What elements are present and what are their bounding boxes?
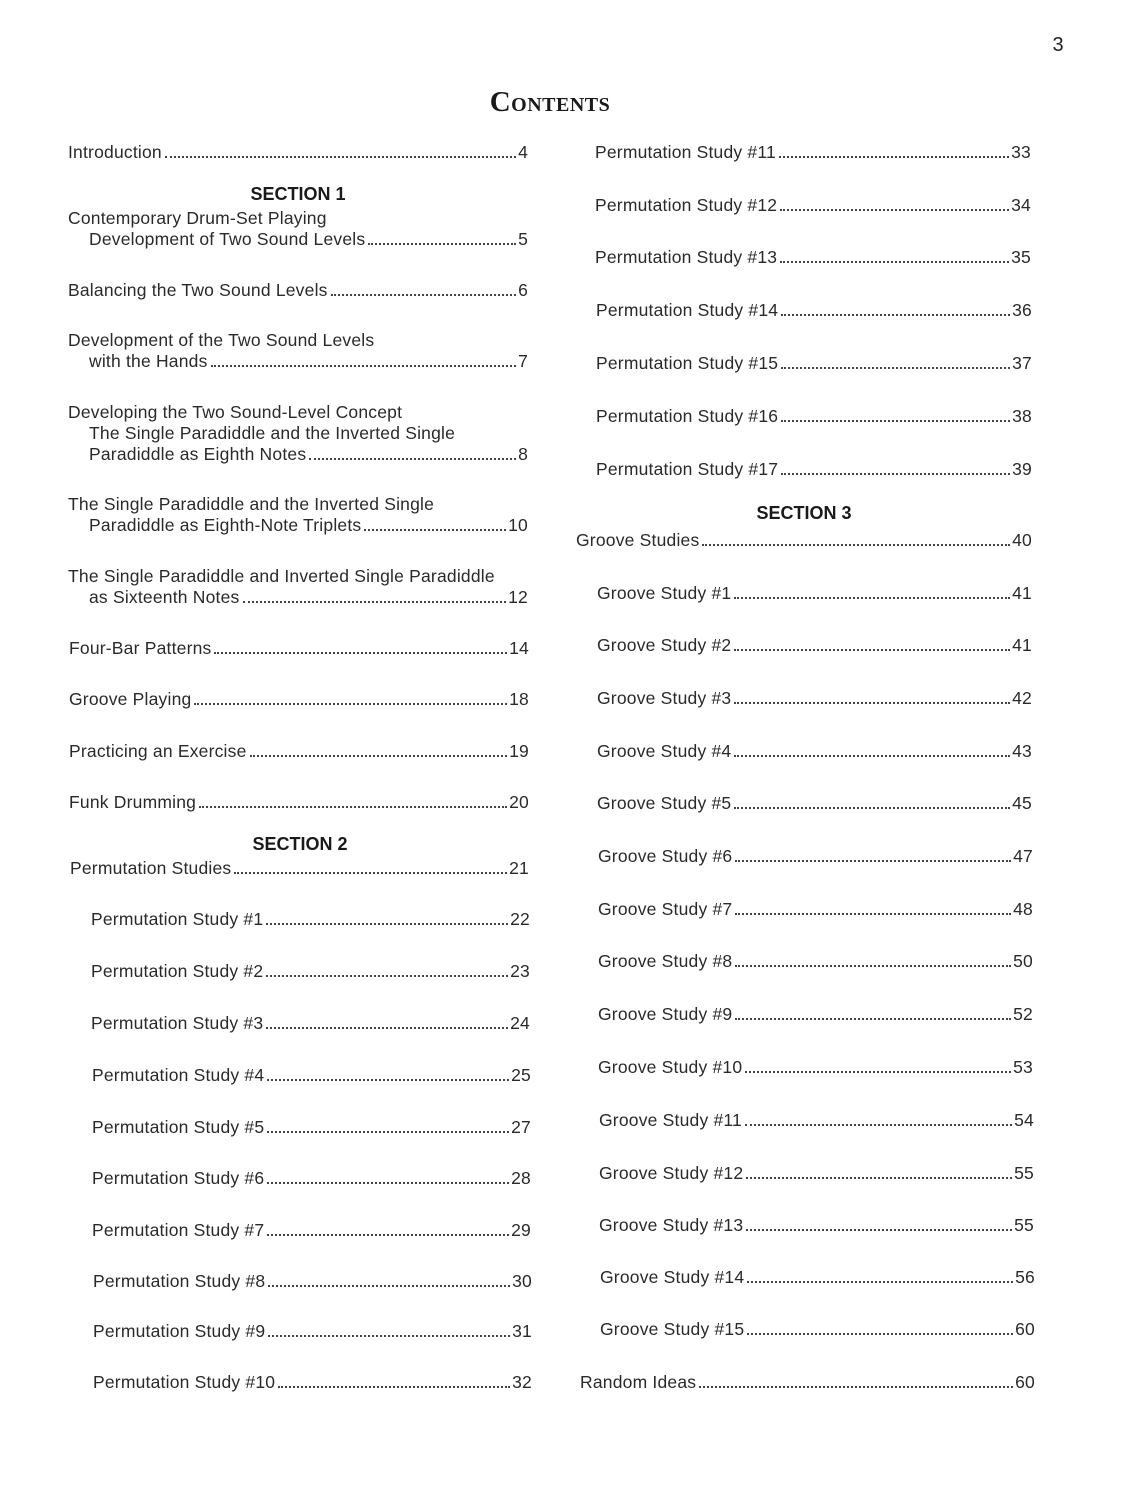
toc-page-number: 7 bbox=[518, 351, 528, 371]
toc-entry-groove[interactable] bbox=[600, 1319, 1035, 1340]
dot-leader bbox=[267, 1131, 509, 1133]
dot-leader bbox=[746, 1229, 1012, 1231]
toc-page-number: 55 bbox=[1014, 1215, 1034, 1235]
dot-leader bbox=[735, 965, 1011, 967]
dot-leader bbox=[234, 872, 507, 874]
toc-page-number: 36 bbox=[1012, 300, 1032, 320]
toc-entry-label: Four-Bar Patterns bbox=[69, 638, 212, 658]
toc-entry-permutation[interactable] bbox=[596, 353, 1032, 374]
toc-entry-permutation[interactable] bbox=[92, 1168, 531, 1189]
toc-entry-line: Development of the Two Sound Levels bbox=[68, 330, 375, 350]
section-heading-2: SECTION 2 bbox=[252, 834, 348, 854]
dot-leader bbox=[266, 923, 508, 925]
toc-entry-label: Groove Study #10 bbox=[598, 1057, 743, 1077]
toc-entry-permutation[interactable] bbox=[92, 1117, 531, 1138]
toc-entry-groove[interactable] bbox=[598, 951, 1033, 972]
toc-entry-label: Permutation Study #2 bbox=[91, 961, 264, 981]
toc-entry-groove[interactable] bbox=[598, 899, 1033, 920]
toc-entry-label: Permutation Study #4 bbox=[92, 1065, 265, 1085]
toc-entry-label: Permutation Study #13 bbox=[595, 247, 778, 267]
page-title: Contents bbox=[489, 86, 611, 118]
toc-entry-triplets[interactable] bbox=[89, 515, 528, 536]
dot-leader bbox=[211, 365, 517, 367]
toc-entry-permutation[interactable] bbox=[93, 1372, 532, 1393]
toc-page-number: 23 bbox=[510, 961, 530, 981]
dot-leader bbox=[781, 314, 1010, 316]
dot-leader bbox=[781, 473, 1010, 475]
toc-entry-label: Groove Study #13 bbox=[599, 1215, 744, 1235]
dot-leader bbox=[746, 1177, 1012, 1179]
toc-page-number: 41 bbox=[1012, 635, 1032, 655]
toc-page-number: 53 bbox=[1013, 1057, 1033, 1077]
dot-leader bbox=[780, 209, 1009, 211]
toc-page-number: 22 bbox=[510, 909, 530, 929]
toc-entry-label: Permutation Study #16 bbox=[596, 406, 779, 426]
toc-page-number: 60 bbox=[1015, 1319, 1035, 1339]
dot-leader bbox=[214, 652, 507, 654]
dot-leader bbox=[779, 156, 1009, 158]
toc-entry-permutation[interactable] bbox=[596, 406, 1032, 427]
dot-leader bbox=[780, 261, 1009, 263]
toc-entry-permutation[interactable] bbox=[93, 1321, 532, 1342]
toc-page-number: 28 bbox=[511, 1168, 531, 1188]
toc-entry-permutation[interactable] bbox=[91, 1013, 530, 1034]
toc-entry-permutation-studies[interactable] bbox=[70, 858, 529, 879]
toc-entry-groove[interactable] bbox=[599, 1163, 1034, 1184]
toc-entry-balancing[interactable] bbox=[68, 280, 528, 301]
dot-leader bbox=[734, 702, 1010, 704]
toc-page-number: 41 bbox=[1012, 583, 1032, 603]
toc-entry-groove[interactable] bbox=[599, 1215, 1034, 1236]
toc-page-number: 20 bbox=[509, 792, 529, 812]
dot-leader bbox=[267, 1234, 509, 1236]
toc-entry-groove[interactable] bbox=[600, 1267, 1035, 1288]
toc-entry-groove[interactable] bbox=[598, 1057, 1033, 1078]
toc-entry-permutation[interactable] bbox=[595, 247, 1031, 268]
toc-entry-eighth-notes[interactable] bbox=[89, 444, 528, 465]
dot-leader bbox=[267, 1182, 509, 1184]
toc-page-number: 19 bbox=[509, 741, 529, 761]
toc-page-number: 40 bbox=[1012, 530, 1032, 550]
toc-page-number: 32 bbox=[512, 1372, 532, 1392]
toc-page-number: 38 bbox=[1012, 406, 1032, 426]
toc-entry-label: Practicing an Exercise bbox=[69, 741, 247, 761]
toc-entry-groove-studies[interactable] bbox=[576, 530, 1032, 551]
toc-entry-label: with the Hands bbox=[89, 351, 208, 371]
dot-leader bbox=[747, 1281, 1013, 1283]
toc-entry-permutation[interactable] bbox=[596, 300, 1032, 321]
toc-entry-permutation[interactable] bbox=[92, 1220, 531, 1241]
toc-entry-label: Funk Drumming bbox=[69, 792, 197, 812]
toc-page-number: 39 bbox=[1012, 459, 1032, 479]
toc-entry-label: Groove Studies bbox=[576, 530, 700, 550]
toc-page-number: 47 bbox=[1013, 846, 1033, 866]
dot-leader bbox=[702, 544, 1010, 546]
dot-leader bbox=[266, 1027, 508, 1029]
toc-page-number: 25 bbox=[511, 1065, 531, 1085]
toc-entry-four-bar-patterns[interactable] bbox=[69, 638, 529, 659]
toc-page-number: 18 bbox=[509, 689, 529, 709]
dot-leader bbox=[735, 1018, 1011, 1020]
dot-leader bbox=[278, 1386, 510, 1388]
dot-leader bbox=[243, 601, 507, 603]
toc-entry-label: Balancing the Two Sound Levels bbox=[68, 280, 328, 300]
toc-page-number: 4 bbox=[518, 142, 528, 162]
toc-page-number: 12 bbox=[508, 587, 528, 607]
toc-entry-permutation[interactable] bbox=[92, 1065, 531, 1086]
dot-leader bbox=[735, 860, 1011, 862]
toc-entry-line: Contemporary Drum-Set Playing bbox=[68, 208, 327, 228]
toc-entry-groove[interactable] bbox=[597, 583, 1032, 604]
toc-entry-permutation[interactable] bbox=[595, 142, 1031, 163]
dot-leader bbox=[250, 755, 508, 757]
dot-leader bbox=[364, 529, 506, 531]
toc-entry-permutation[interactable] bbox=[596, 459, 1032, 480]
dot-leader bbox=[745, 1124, 1012, 1126]
toc-entry-line: The Single Paradiddle and Inverted Single Paradiddle bbox=[68, 566, 495, 586]
toc-page-number: 8 bbox=[518, 444, 528, 464]
dot-leader bbox=[734, 755, 1010, 757]
dot-leader bbox=[199, 806, 507, 808]
toc-entry-label: Permutation Study #9 bbox=[93, 1321, 266, 1341]
toc-page-number: 33 bbox=[1011, 142, 1031, 162]
toc-entry-label: Permutation Study #5 bbox=[92, 1117, 265, 1137]
toc-page-number: 6 bbox=[518, 280, 528, 300]
toc-entry-label: as Sixteenth Notes bbox=[89, 587, 240, 607]
toc-page-number: 21 bbox=[509, 858, 529, 878]
toc-entry-permutation[interactable] bbox=[93, 1271, 532, 1292]
toc-entry-label: Groove Study #4 bbox=[597, 741, 732, 761]
toc-entry-line: The Single Paradiddle and the Inverted Single bbox=[89, 423, 456, 443]
toc-page-number: 30 bbox=[512, 1271, 532, 1291]
toc-entry-label: Groove Study #1 bbox=[597, 583, 732, 603]
toc-entry-groove-playing[interactable] bbox=[69, 689, 529, 710]
toc-entry-with-hands[interactable] bbox=[89, 351, 528, 372]
toc-entry-label: Permutation Study #17 bbox=[596, 459, 779, 479]
toc-page-number: 43 bbox=[1012, 741, 1032, 761]
toc-entry-label: Groove Study #3 bbox=[597, 688, 732, 708]
dot-leader bbox=[734, 649, 1010, 651]
section-heading-1: SECTION 1 bbox=[250, 184, 346, 204]
toc-page-number: 14 bbox=[509, 638, 529, 658]
toc-entry-label: Groove Playing bbox=[69, 689, 192, 709]
toc-entry-random-ideas[interactable] bbox=[580, 1372, 1035, 1393]
dot-leader bbox=[745, 1071, 1011, 1073]
toc-entry-label: Permutation Study #1 bbox=[91, 909, 264, 929]
toc-entry-groove[interactable] bbox=[597, 688, 1032, 709]
toc-entry-label: Paradiddle as Eighth-Note Triplets bbox=[89, 515, 362, 535]
dot-leader bbox=[331, 294, 516, 296]
toc-entry-label: Permutation Study #15 bbox=[596, 353, 779, 373]
toc-entry-funk-drumming[interactable] bbox=[69, 792, 529, 813]
toc-entry-label: Groove Study #7 bbox=[598, 899, 733, 919]
toc-page-number: 56 bbox=[1015, 1267, 1035, 1287]
toc-entry-label: Development of Two Sound Levels bbox=[89, 229, 366, 249]
dot-leader bbox=[368, 243, 516, 245]
toc-entry-label: Random Ideas bbox=[580, 1372, 697, 1392]
toc-page-number: 37 bbox=[1012, 353, 1032, 373]
toc-entry-permutation[interactable] bbox=[91, 961, 530, 982]
toc-page-number: 50 bbox=[1013, 951, 1033, 971]
dot-leader bbox=[747, 1333, 1013, 1335]
dot-leader bbox=[699, 1386, 1013, 1388]
toc-entry-label: Groove Study #5 bbox=[597, 793, 732, 813]
toc-entry-permutation[interactable] bbox=[91, 909, 530, 930]
toc-page-number: 54 bbox=[1014, 1110, 1034, 1130]
toc-page-number: 45 bbox=[1012, 793, 1032, 813]
toc-entry-label: Permutation Study #11 bbox=[595, 142, 776, 162]
toc-entry-two-sound-levels[interactable] bbox=[89, 229, 528, 250]
toc-entry-permutation[interactable] bbox=[595, 195, 1031, 216]
toc-page-number: 55 bbox=[1014, 1163, 1034, 1183]
toc-entry-line: Developing the Two Sound-Level Concept bbox=[68, 402, 403, 422]
toc-entry-label: Permutation Study #7 bbox=[92, 1220, 265, 1240]
toc-entry-label: Groove Study #6 bbox=[598, 846, 733, 866]
toc-entry-introduction[interactable] bbox=[68, 142, 528, 163]
toc-entry-label: Introduction bbox=[68, 142, 162, 162]
dot-leader bbox=[268, 1335, 510, 1337]
toc-page-number: 10 bbox=[508, 515, 528, 535]
section-heading-3: SECTION 3 bbox=[756, 503, 852, 523]
toc-page-number: 42 bbox=[1012, 688, 1032, 708]
dot-leader bbox=[734, 807, 1010, 809]
dot-leader bbox=[165, 156, 516, 158]
toc-page-number: 60 bbox=[1015, 1372, 1035, 1392]
toc-entry-groove[interactable] bbox=[598, 846, 1033, 867]
toc-entry-label: Paradiddle as Eighth Notes bbox=[89, 444, 307, 464]
toc-entry-label: Permutation Study #3 bbox=[91, 1013, 264, 1033]
toc-entry-label: Groove Study #15 bbox=[600, 1319, 745, 1339]
toc-entry-label: Groove Study #12 bbox=[599, 1163, 744, 1183]
toc-entry-groove[interactable] bbox=[598, 1004, 1033, 1025]
toc-entry-groove[interactable] bbox=[597, 635, 1032, 656]
toc-entry-groove[interactable] bbox=[597, 793, 1032, 814]
dot-leader bbox=[194, 703, 507, 705]
toc-entry-practicing[interactable] bbox=[69, 741, 529, 762]
dot-leader bbox=[309, 458, 516, 460]
dot-leader bbox=[266, 975, 508, 977]
toc-entry-label: Groove Study #9 bbox=[598, 1004, 733, 1024]
toc-entry-label: Permutation Study #8 bbox=[93, 1271, 266, 1291]
toc-page-number: 27 bbox=[511, 1117, 531, 1137]
toc-entry-label: Permutation Study #10 bbox=[93, 1372, 276, 1392]
page-number: 3 bbox=[1052, 34, 1064, 56]
toc-page-number: 52 bbox=[1013, 1004, 1033, 1024]
toc-page-number: 29 bbox=[511, 1220, 531, 1240]
dot-leader bbox=[781, 420, 1010, 422]
toc-page-number: 5 bbox=[518, 229, 528, 249]
toc-page-number: 31 bbox=[512, 1321, 532, 1341]
dot-leader bbox=[267, 1079, 509, 1081]
toc-entry-line: The Single Paradiddle and the Inverted Single bbox=[68, 494, 435, 514]
toc-entry-label: Groove Study #2 bbox=[597, 635, 732, 655]
toc-page-number: 24 bbox=[510, 1013, 530, 1033]
dot-leader bbox=[734, 597, 1010, 599]
dot-leader bbox=[735, 913, 1011, 915]
toc-entry-label: Permutation Studies bbox=[70, 858, 232, 878]
dot-leader bbox=[268, 1285, 510, 1287]
toc-entry-label: Groove Study #14 bbox=[600, 1267, 745, 1287]
toc-page-number: 35 bbox=[1011, 247, 1031, 267]
toc-entry-label: Permutation Study #6 bbox=[92, 1168, 265, 1188]
toc-page-number: 34 bbox=[1011, 195, 1031, 215]
toc-entry-sixteenth-notes[interactable] bbox=[89, 587, 528, 608]
dot-leader bbox=[781, 367, 1010, 369]
toc-page-number: 48 bbox=[1013, 899, 1033, 919]
toc-entry-groove[interactable] bbox=[597, 741, 1032, 762]
toc-entry-label: Groove Study #8 bbox=[598, 951, 733, 971]
toc-entry-label: Permutation Study #14 bbox=[596, 300, 779, 320]
toc-entry-groove[interactable] bbox=[599, 1110, 1034, 1131]
toc-entry-label: Groove Study #11 bbox=[599, 1110, 742, 1130]
toc-entry-label: Permutation Study #12 bbox=[595, 195, 778, 215]
